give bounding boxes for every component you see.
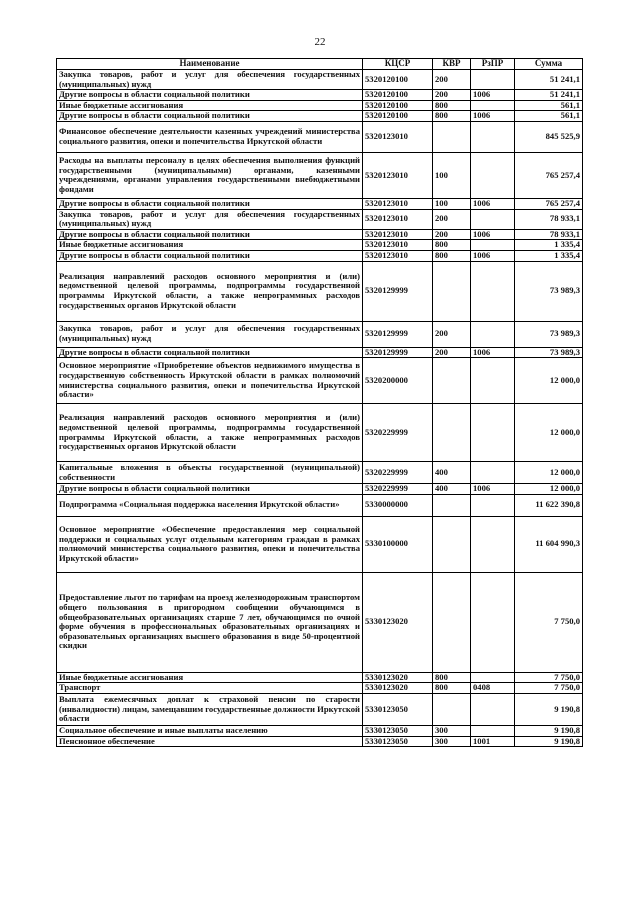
table-header <box>57 59 583 70</box>
code-cell: 5330123050 <box>363 693 433 725</box>
table-row <box>57 347 583 358</box>
code-cell: 5320120100 <box>363 70 433 90</box>
rzpr-cell <box>471 100 515 111</box>
sum-cell: 1 335,4 <box>515 240 583 251</box>
kvr-cell: 100 <box>433 152 471 198</box>
kvr-cell: 200 <box>433 347 471 358</box>
table-row <box>57 358 583 404</box>
kvr-cell: 800 <box>433 250 471 261</box>
kvr-cell: 800 <box>433 672 471 683</box>
code-cell: 5320129999 <box>363 347 433 358</box>
kvr-cell <box>433 572 471 672</box>
sum-cell: 78 933,1 <box>515 209 583 229</box>
kvr-cell: 400 <box>433 462 471 484</box>
name-cell: Предоставление льгот по тарифам на проезд железнодорожным транспортом общего пользования в пригородном сообщении обучающимся в общеобразовательных организациях старше 7 лет, обучающимся по очной форме обучения в профессиональных образовательных организациях и образовательных организациях высшего образования в виде 50-процентной скидки <box>57 572 363 672</box>
name-cell: Транспорт <box>57 683 363 694</box>
kvr-cell <box>433 358 471 404</box>
sum-cell: 73 989,3 <box>515 261 583 321</box>
code-cell: 5320120100 <box>363 90 433 101</box>
name-cell: Выплата ежемесячных доплат к страховой пенсии по старости (инвалидности) лицам, замещавшим государственные должности Иркутской области <box>57 693 363 725</box>
name-cell: Другие вопросы в области социальной политики <box>57 484 363 495</box>
code-cell: 5330123020 <box>363 672 433 683</box>
name-cell: Другие вопросы в области социальной политики <box>57 90 363 101</box>
rzpr-cell: 1006 <box>471 347 515 358</box>
table-row <box>57 725 583 736</box>
kvr-cell: 200 <box>433 70 471 90</box>
rzpr-cell <box>471 70 515 90</box>
sum-cell: 51 241,1 <box>515 70 583 90</box>
header-name: Наименование <box>57 59 363 70</box>
kvr-cell: 200 <box>433 321 471 347</box>
name-cell: Другие вопросы в области социальной политики <box>57 347 363 358</box>
header-code: КЦСР <box>363 59 433 70</box>
name-cell: Основное мероприятие «Обеспечение предоставления мер социальной поддержки и социальных услуг отдельным категориям граждан в рамках полномочий министерства социального развития, опеки и попечительства Иркутской области» <box>57 516 363 572</box>
code-cell: 5330123050 <box>363 736 433 747</box>
kvr-cell <box>433 516 471 572</box>
kvr-cell: 200 <box>433 209 471 229</box>
name-cell: Расходы на выплаты персоналу в целях обеспечения выполнения функций государственными (муниципальными) органами, казенными учреждениями, органами управления государственными внебюджетными фондами <box>57 152 363 198</box>
name-cell: Социальное обеспечение и иные выплаты населению <box>57 725 363 736</box>
rzpr-cell <box>471 121 515 152</box>
table-row <box>57 152 583 198</box>
table-row <box>57 572 583 672</box>
sum-cell: 12 000,0 <box>515 358 583 404</box>
kvr-cell <box>433 404 471 462</box>
name-cell: Другие вопросы в области социальной политики <box>57 198 363 209</box>
header-row <box>57 59 583 70</box>
rzpr-cell: 1006 <box>471 111 515 122</box>
code-cell: 5330100000 <box>363 516 433 572</box>
rzpr-cell <box>471 152 515 198</box>
kvr-cell: 300 <box>433 725 471 736</box>
header-kvr: КВР <box>433 59 471 70</box>
name-cell: Другие вопросы в области социальной политики <box>57 229 363 240</box>
name-cell: Закупка товаров, работ и услуг для обеспечения государственных (муниципальных) нужд <box>57 70 363 90</box>
rzpr-cell <box>471 209 515 229</box>
rzpr-cell <box>471 693 515 725</box>
name-cell: Пенсионное обеспечение <box>57 736 363 747</box>
rzpr-cell <box>471 321 515 347</box>
rzpr-cell: 1006 <box>471 484 515 495</box>
rzpr-cell: 1001 <box>471 736 515 747</box>
sum-cell: 12 000,0 <box>515 462 583 484</box>
sum-cell: 73 989,3 <box>515 321 583 347</box>
code-cell: 5320129999 <box>363 321 433 347</box>
table-row <box>57 736 583 747</box>
kvr-cell: 200 <box>433 229 471 240</box>
kvr-cell <box>433 261 471 321</box>
code-cell: 5330000000 <box>363 494 433 516</box>
table-row <box>57 693 583 725</box>
code-cell: 5320229999 <box>363 404 433 462</box>
code-cell: 5320123010 <box>363 209 433 229</box>
table-row <box>57 484 583 495</box>
code-cell: 5320123010 <box>363 152 433 198</box>
kvr-cell <box>433 693 471 725</box>
code-cell: 5320229999 <box>363 462 433 484</box>
table-row <box>57 90 583 101</box>
sum-cell: 9 190,8 <box>515 736 583 747</box>
table-row <box>57 321 583 347</box>
table-row <box>57 209 583 229</box>
sum-cell: 561,1 <box>515 111 583 122</box>
sum-cell: 9 190,8 <box>515 693 583 725</box>
budget-table <box>56 58 583 747</box>
rzpr-cell <box>471 404 515 462</box>
kvr-cell: 400 <box>433 484 471 495</box>
name-cell: Закупка товаров, работ и услуг для обеспечения государственных (муниципальных) нужд <box>57 321 363 347</box>
header-sum: Сумма <box>515 59 583 70</box>
kvr-cell: 800 <box>433 683 471 694</box>
table-row <box>57 70 583 90</box>
sum-cell: 51 241,1 <box>515 90 583 101</box>
table-row <box>57 111 583 122</box>
table-row <box>57 494 583 516</box>
name-cell: Другие вопросы в области социальной политики <box>57 250 363 261</box>
kvr-cell: 800 <box>433 240 471 251</box>
code-cell: 5320229999 <box>363 484 433 495</box>
name-cell: Иные бюджетные ассигнования <box>57 100 363 111</box>
sum-cell: 9 190,8 <box>515 725 583 736</box>
kvr-cell: 800 <box>433 111 471 122</box>
rzpr-cell <box>471 494 515 516</box>
table-row <box>57 672 583 683</box>
code-cell: 5320120100 <box>363 100 433 111</box>
table-row <box>57 250 583 261</box>
rzpr-cell: 1006 <box>471 90 515 101</box>
page-number: 22 <box>314 36 326 48</box>
code-cell: 5330123020 <box>363 572 433 672</box>
code-cell: 5320123010 <box>363 240 433 251</box>
sum-cell: 12 000,0 <box>515 484 583 495</box>
sum-cell: 765 257,4 <box>515 198 583 209</box>
kvr-cell: 800 <box>433 100 471 111</box>
kvr-cell <box>433 121 471 152</box>
sum-cell: 73 989,3 <box>515 347 583 358</box>
table-row <box>57 229 583 240</box>
table-row <box>57 261 583 321</box>
table-row <box>57 404 583 462</box>
name-cell: Подпрограмма «Социальная поддержка населения Иркутской области» <box>57 494 363 516</box>
name-cell: Иные бюджетные ассигнования <box>57 240 363 251</box>
sum-cell: 7 750,0 <box>515 572 583 672</box>
rzpr-cell <box>471 462 515 484</box>
table-row <box>57 683 583 694</box>
code-cell: 5320123010 <box>363 250 433 261</box>
sum-cell: 1 335,4 <box>515 250 583 261</box>
rzpr-cell <box>471 516 515 572</box>
code-cell: 5330123050 <box>363 725 433 736</box>
code-cell: 5320200000 <box>363 358 433 404</box>
code-cell: 5320123010 <box>363 198 433 209</box>
header-rzpr: РзПР <box>471 59 515 70</box>
name-cell: Иные бюджетные ассигнования <box>57 672 363 683</box>
sum-cell: 7 750,0 <box>515 672 583 683</box>
rzpr-cell <box>471 725 515 736</box>
rzpr-cell: 1006 <box>471 250 515 261</box>
sum-cell: 765 257,4 <box>515 152 583 198</box>
kvr-cell: 100 <box>433 198 471 209</box>
rzpr-cell <box>471 672 515 683</box>
rzpr-cell <box>471 240 515 251</box>
sum-cell: 78 933,1 <box>515 229 583 240</box>
rzpr-cell <box>471 358 515 404</box>
name-cell: Закупка товаров, работ и услуг для обеспечения государственных (муниципальных) нужд <box>57 209 363 229</box>
rzpr-cell: 1006 <box>471 198 515 209</box>
kvr-cell: 200 <box>433 90 471 101</box>
name-cell: Реализация направлений расходов основного мероприятия и (или) ведомственной целевой программы, подпрограммы государственной программы Иркутской области, а также непрограммных расходов государственных органов Иркутской области <box>57 261 363 321</box>
table-row <box>57 240 583 251</box>
name-cell: Капитальные вложения в объекты государственной (муниципальной) собственности <box>57 462 363 484</box>
table-row <box>57 462 583 484</box>
code-cell: 5320129999 <box>363 261 433 321</box>
sum-cell: 11 604 990,3 <box>515 516 583 572</box>
code-cell: 5320120100 <box>363 111 433 122</box>
name-cell: Основное мероприятие «Приобретение объектов недвижимого имущества в государственную собственность Иркутской области в рамках полномочий министерства социального развития, опеки и попечительства Иркутской области» <box>57 358 363 404</box>
sum-cell: 12 000,0 <box>515 404 583 462</box>
table-row <box>57 198 583 209</box>
table-row <box>57 100 583 111</box>
table-row <box>57 516 583 572</box>
code-cell: 5320123010 <box>363 229 433 240</box>
rzpr-cell <box>471 261 515 321</box>
name-cell: Другие вопросы в области социальной политики <box>57 111 363 122</box>
name-cell: Реализация направлений расходов основного мероприятия и (или) ведомственной целевой программы, подпрограммы государственной программы Иркутской области, а также непрограммных расходов государственных органов Иркутской области <box>57 404 363 462</box>
sum-cell: 11 622 390,8 <box>515 494 583 516</box>
sum-cell: 7 750,0 <box>515 683 583 694</box>
kvr-cell: 300 <box>433 736 471 747</box>
rzpr-cell: 0408 <box>471 683 515 694</box>
sum-cell: 845 525,9 <box>515 121 583 152</box>
kvr-cell <box>433 494 471 516</box>
sum-cell: 561,1 <box>515 100 583 111</box>
name-cell: Финансовое обеспечение деятельности казенных учреждений министерства социального развития, опеки и попечительства Иркутской области <box>57 121 363 152</box>
table-row <box>57 121 583 152</box>
table-body <box>57 70 583 747</box>
code-cell: 5330123020 <box>363 683 433 694</box>
code-cell: 5320123010 <box>363 121 433 152</box>
rzpr-cell <box>471 572 515 672</box>
rzpr-cell: 1006 <box>471 229 515 240</box>
